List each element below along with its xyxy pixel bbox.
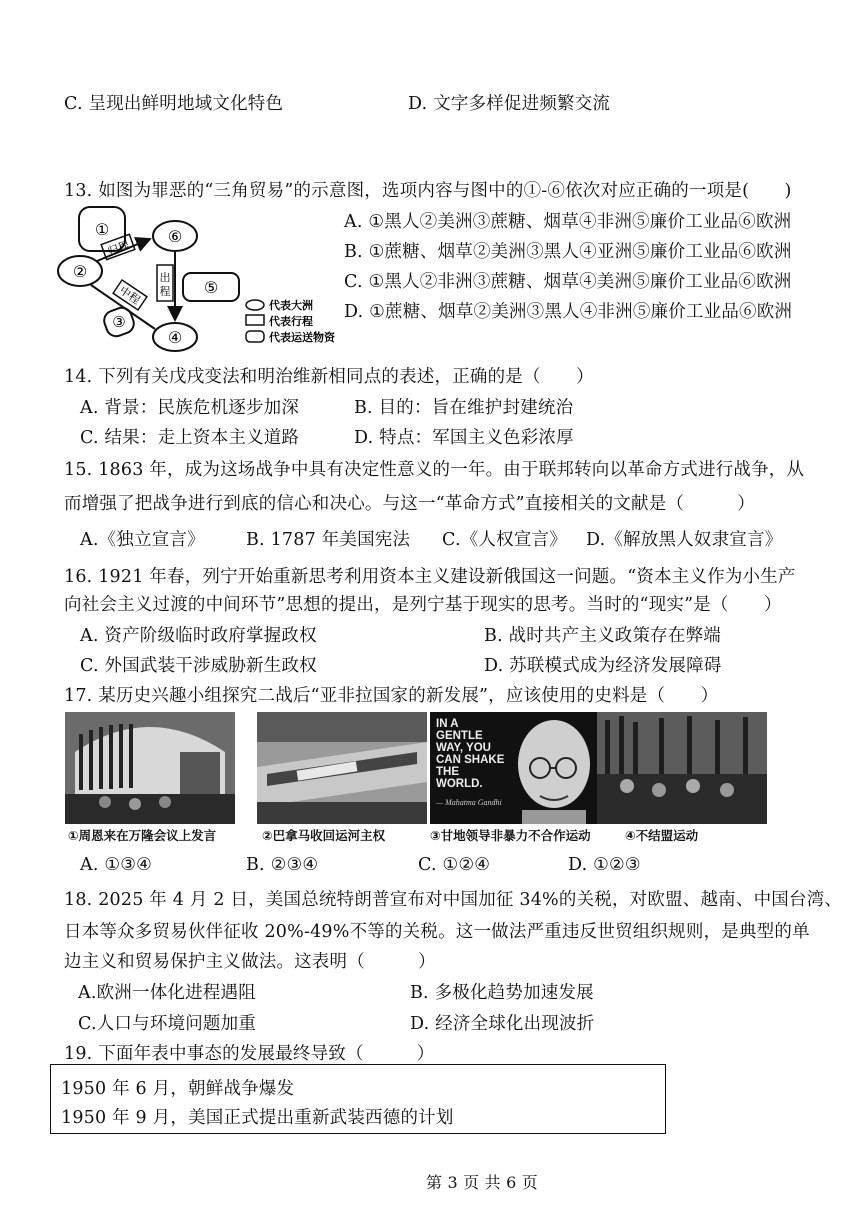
route-label-middle: 中程 [116, 283, 143, 307]
svg-text:⑤: ⑤ [203, 278, 219, 297]
q14-option-b: B. 目的：旨在维护封建统治 [354, 398, 574, 418]
q14-option-a: A. 背景：民族危机逐步加深 [80, 398, 300, 418]
svg-text:③: ③ [112, 313, 126, 331]
q15-option-d: D.《解放黑人奴隶宣言》 [586, 530, 783, 550]
q15-option-c: C.《人权宣言》 [442, 530, 567, 550]
q17-option-b: B. ②③④ [246, 855, 319, 875]
route-label-outbound: 出程 [159, 271, 171, 298]
svg-text:④: ④ [167, 328, 183, 347]
q15-option-b: B. 1787 年美国宪法 [246, 530, 411, 550]
q19-timeline-box [50, 1064, 666, 1134]
diagram-legend [246, 298, 336, 344]
q16-line-1: 16. 1921 年春，列宁开始重新思考利用资本主义建设新俄国这一问题。“资本主义作为小生产 [64, 567, 796, 587]
q14-option-c: C. 结果：走上资本主义道路 [80, 428, 300, 448]
q18-option-b: B. 多极化趋势加速发展 [410, 983, 594, 1003]
caption-4: ④不结盟运动 [625, 828, 699, 843]
poster-quote: IN A GENTLE WAY, YOU CAN SHAKE THE WORLD. [436, 718, 505, 790]
svg-text:代表运送物资: 代表运送物资 [269, 331, 335, 344]
q18-line-1: 18. 2025 年 4 月 2 日，美国总统特朗普宣布对中国加征 34%的关税，对欧盟、越南、中国台湾、 [64, 890, 843, 910]
timeline-entry-1: 1950 年 6 月，朝鲜战争爆发 [61, 1079, 295, 1099]
photo-bandung-conference [65, 712, 235, 824]
q17-option-d: D. ①②③ [568, 855, 641, 875]
svg-text:②: ② [72, 262, 88, 281]
q13-option-c: C. ①黑人②非洲③蔗糖、烟草④美洲⑤廉价工业品⑥欧洲 [344, 272, 792, 292]
q13-option-d: D. ①蔗糖、烟草②美洲③黑人④非洲⑤廉价工业品⑥欧洲 [344, 302, 793, 322]
q16-option-c: C. 外国武装干涉威胁新生政权 [80, 656, 317, 676]
route-label-return: 归程 [105, 238, 132, 259]
q18-option-d: D. 经济全球化出现波折 [410, 1014, 595, 1034]
q18-line-2: 日本等众多贸易伙伴征收 20%-49%不等的关税。这一做法严重违反世贸组织规则，是典型的单 [64, 922, 810, 942]
q18-option-c: C.人口与环境问题加重 [78, 1014, 257, 1034]
node-5 [183, 273, 239, 301]
node-4 [153, 323, 197, 351]
q14-option-d: D. 特点：军国主义色彩浓厚 [354, 428, 574, 448]
q17-option-c: C. ①②④ [418, 855, 491, 875]
q13-stem: 13. 如图为罪恶的“三角贸易”的示意图，选项内容与图中的①-⑥依次对应正确的一项是( ) [64, 181, 792, 201]
q14-stem: 14. 下列有关戊戌变法和明治维新相同点的表述，正确的是（ ） [64, 367, 594, 387]
q12-option-c: C. 呈现出鲜明地域文化特色 [64, 94, 284, 114]
photo-panama-canal [257, 712, 427, 824]
node-3 [101, 305, 136, 339]
q13-option-b: B. ①蔗糖、烟草②美洲③黑人④亚洲⑤廉价工业品⑥欧洲 [344, 242, 792, 262]
svg-text:代表行程: 代表行程 [269, 315, 313, 328]
q18-option-a: A.欧洲一体化进程遇阻 [78, 983, 256, 1003]
svg-text:①: ① [94, 220, 110, 239]
q16-line-2: 向社会主义过渡的中间环节”思想的提出，是列宁基于现实的思考。当时的“现实”是（ ） [64, 595, 782, 615]
q16-option-a: A. 资产阶级临时政府掌握政权 [80, 626, 317, 646]
photo-non-aligned-movement [597, 712, 767, 824]
q18-line-3: 边主义和贸易保护主义做法。这表明（ ） [64, 952, 436, 972]
photo-gandhi-poster [430, 712, 600, 824]
q12-option-d: D. 文字多样促进频繁交流 [408, 94, 611, 114]
triangle-trade-diagram [55, 205, 345, 353]
q15-option-a: A.《独立宣言》 [80, 530, 205, 550]
node-2 [58, 256, 102, 286]
caption-3: ③甘地领导非暴力不合作运动 [430, 828, 591, 843]
svg-text:⑥: ⑥ [167, 227, 183, 246]
page-footer: 第 3 页 共 6 页 [426, 1173, 538, 1192]
q17-stem: 17. 某历史兴趣小组探究二战后“亚非拉国家的新发展”，应该使用的史料是（ ） [64, 686, 719, 706]
caption-2: ②巴拿马收回运河主权 [262, 828, 386, 843]
timeline-entry-2: 1950 年 9 月，美国正式提出重新武装西德的计划 [61, 1108, 454, 1128]
q13-option-a: A. ①黑人②美洲③蔗糖、烟草④非洲⑤廉价工业品⑥欧洲 [344, 212, 792, 232]
svg-text:代表大洲: 代表大洲 [269, 299, 313, 312]
q19-stem: 19. 下面年表中事态的发展最终导致（ ） [64, 1044, 435, 1064]
caption-1: ①周恩来在万隆会议上发言 [68, 828, 217, 843]
q16-option-b: B. 战时共产主义政策存在弊端 [484, 626, 721, 646]
node-6 [153, 221, 197, 251]
q15-line-1: 15. 1863 年，成为这场战争中具有决定性意义的一年。由于联邦转向以革命方式进行战争，从 [64, 460, 805, 480]
poster-signature: — Mahatma Gandhi [436, 798, 502, 807]
q16-option-d: D. 苏联模式成为经济发展障碍 [484, 656, 722, 676]
q15-line-2: 而增强了把战争进行到底的信心和决心。与这一“革命方式”直接相关的文献是（ ） [64, 494, 755, 514]
q17-option-a: A. ①③④ [80, 855, 153, 875]
